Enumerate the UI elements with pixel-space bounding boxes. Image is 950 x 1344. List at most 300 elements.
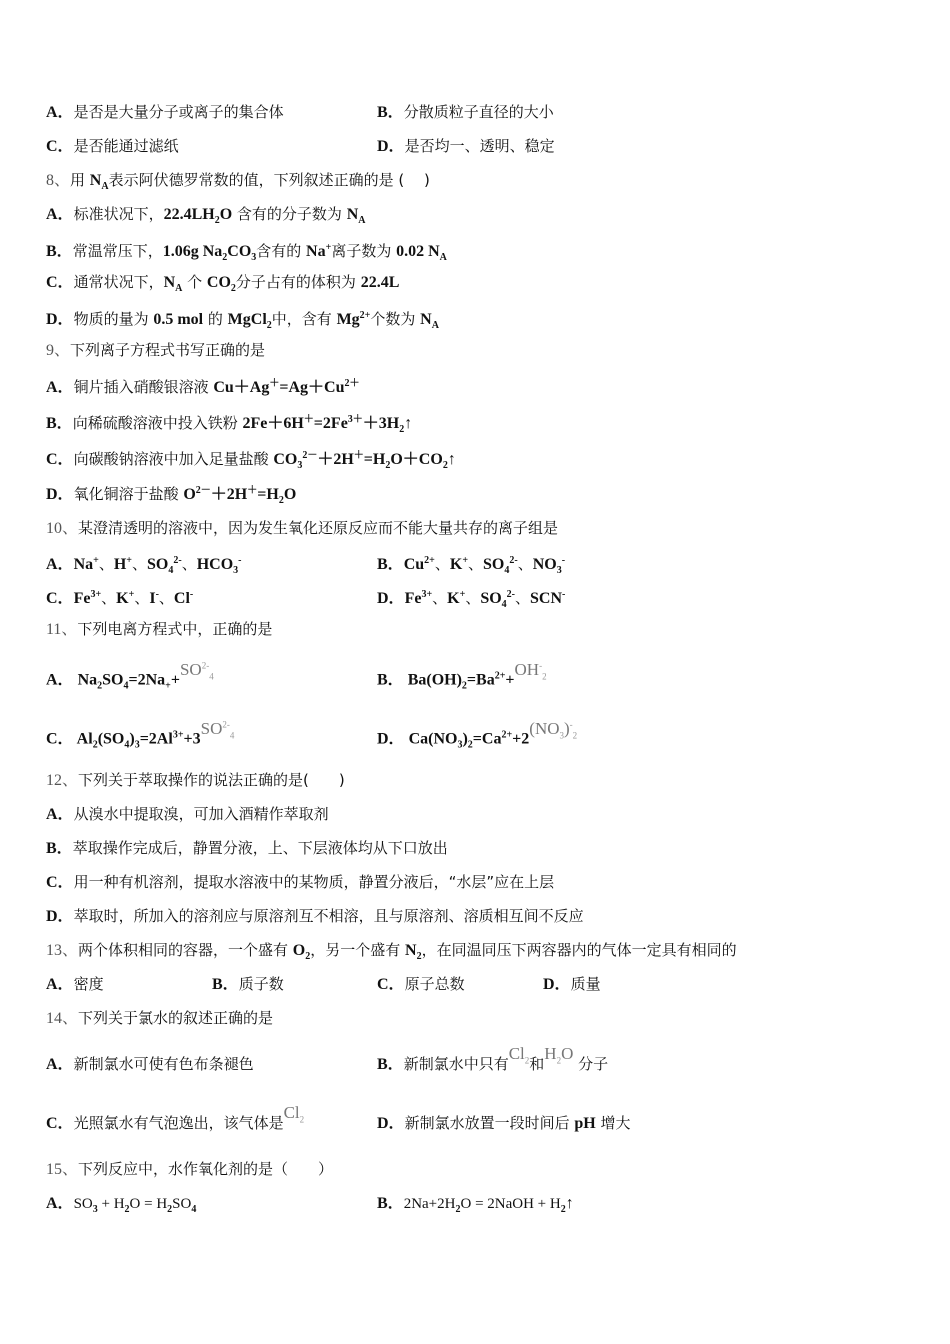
text-segment: A． — [46, 1195, 74, 1212]
question-text — [46, 1006, 273, 1031]
text-line — [0, 372, 950, 396]
text-segment: 某澄清透明的溶液中，因为发生氧化还原反应而不能大量共存的离子组是 — [78, 519, 559, 537]
question-text — [46, 444, 456, 478]
formula-image — [179, 659, 214, 682]
text-segment: 11、 — [46, 621, 78, 638]
text-segment: Fe — [404, 590, 422, 607]
answer-option — [46, 1191, 196, 1222]
answer-option — [46, 718, 235, 758]
text-segment: 2 — [416, 951, 422, 962]
text-segment: 2 — [524, 1055, 530, 1066]
text-segment: C． — [46, 274, 74, 291]
formula-image — [283, 1103, 305, 1125]
text-segment: 8、 — [46, 172, 71, 189]
text-segment: O — [183, 486, 196, 503]
text-segment: 个数为 — [370, 310, 421, 328]
text-line — [0, 1103, 950, 1135]
text-segment: 质量 — [570, 975, 601, 993]
question-text — [46, 904, 584, 929]
text-line — [0, 270, 950, 294]
text-segment: 中，含有 — [271, 310, 337, 328]
text-segment: 0.02 N — [396, 243, 440, 260]
answer-option — [377, 583, 565, 617]
answer-option — [46, 134, 179, 159]
text-segment: 22.4L — [360, 274, 400, 291]
text-segment: ，在同温同压下两容器内的气体一定具有相同的 — [421, 941, 737, 959]
text-segment: 2- — [509, 555, 518, 566]
text-line — [0, 659, 950, 692]
text-segment: Na — [73, 556, 94, 573]
text-segment: N — [89, 172, 102, 189]
text-segment: + — [459, 589, 466, 600]
text-segment: 2 — [266, 320, 272, 331]
text-segment: 3 — [251, 252, 257, 263]
text-segment: C． — [46, 451, 74, 468]
text-segment: C． — [46, 730, 74, 748]
answer-option — [46, 583, 193, 611]
question-text — [46, 408, 412, 442]
text-segment: 14、 — [46, 1010, 79, 1027]
text-segment: 2 — [385, 460, 391, 471]
answer-option — [377, 972, 465, 997]
text-segment: 12、 — [46, 772, 79, 789]
text-segment: 物质的量为 — [73, 310, 154, 328]
text-segment: Ca(NO — [404, 730, 458, 748]
text-segment: SO — [480, 590, 502, 607]
text-segment: + — [505, 671, 515, 689]
text-segment: ＋ — [353, 450, 364, 461]
text-segment: 3+ — [172, 729, 184, 741]
text-segment: - — [562, 589, 566, 600]
text-segment: Cu＋Ag — [213, 379, 270, 396]
text-segment: 2+ — [501, 729, 513, 741]
text-segment: Mg — [336, 311, 360, 328]
formula-image — [544, 1044, 574, 1066]
text-segment: B． — [46, 840, 73, 857]
text-segment: 下列离子方程式书写正确的是 — [70, 341, 266, 359]
text-segment: 个 — [182, 273, 207, 291]
text-segment: - — [539, 660, 543, 670]
text-line — [0, 338, 950, 362]
text-segment: A — [431, 320, 439, 331]
text-segment: A． — [46, 104, 74, 121]
text-segment: SO — [147, 556, 169, 573]
text-segment: CO — [227, 243, 252, 260]
text-segment: 2+ — [424, 555, 435, 566]
text-segment: B． — [377, 1195, 404, 1212]
text-segment: 4 — [123, 680, 129, 692]
text-segment: 用一种有机溶剂，提取水溶液中的某物质，静置分液后，“水层”应在上层 — [73, 873, 555, 891]
text-segment: 铜片插入硝酸银溶液 — [73, 378, 214, 396]
text-segment: K — [116, 590, 129, 607]
text-segment: B． — [377, 104, 404, 121]
text-segment: A． — [46, 671, 74, 689]
text-segment: O — [561, 1044, 574, 1063]
text-segment: 通常状况下， — [73, 273, 164, 291]
text-segment: 标准状况下， — [73, 205, 164, 223]
text-segment: 2 — [230, 283, 236, 294]
text-line — [0, 516, 950, 540]
text-segment: 2 — [399, 424, 405, 435]
text-line — [0, 1006, 950, 1030]
text-segment: =H — [363, 451, 386, 468]
text-segment: pH — [574, 1115, 596, 1132]
text-segment: 9、 — [46, 342, 71, 359]
text-segment: =2Al — [139, 730, 173, 748]
text-segment: 2 — [97, 680, 103, 692]
text-segment: 2 — [467, 739, 473, 751]
text-segment: 、 — [158, 589, 174, 607]
text-segment: 光照氯水有气泡逸出，该气体是 — [73, 1114, 284, 1132]
text-segment: 增大 — [595, 1114, 631, 1132]
text-segment: 分子 — [573, 1055, 609, 1073]
text-segment: N — [420, 311, 432, 328]
text-segment: O＋CO — [390, 451, 443, 468]
text-line — [0, 1191, 950, 1215]
text-segment: D． — [377, 590, 405, 607]
question-text — [46, 304, 439, 338]
text-segment: 下列关于氯水的叙述正确的是 — [78, 1009, 274, 1027]
text-segment: A — [358, 215, 366, 226]
text-segment: 新制氯水可使有色布条褪色 — [73, 1055, 254, 1073]
answer-option — [212, 972, 284, 997]
answer-option — [377, 718, 578, 758]
text-segment: ＋2H — [210, 486, 248, 503]
text-segment: O = 2NaOH + H — [460, 1196, 561, 1212]
text-segment: =Ba — [466, 671, 495, 689]
text-segment: C． — [46, 874, 74, 891]
text-segment: 、 — [98, 555, 114, 573]
text-segment: 3+ — [90, 589, 102, 600]
text-segment: 2 — [556, 1055, 562, 1066]
text-segment: 2 — [542, 671, 547, 682]
answer-option — [46, 659, 214, 699]
text-segment: A — [101, 181, 109, 192]
text-segment: 4 — [124, 739, 130, 751]
text-segment: (NO — [529, 718, 560, 738]
text-segment: A． — [46, 206, 74, 223]
text-segment: + — [128, 589, 135, 600]
text-segment: - — [561, 555, 566, 566]
text-segment: + — [93, 555, 99, 566]
text-segment: 2- — [173, 555, 182, 566]
text-segment: 2 — [461, 680, 467, 692]
text-segment: OH — [514, 659, 540, 679]
text-segment: 是否是大量分子或离子的集合体 — [73, 103, 284, 121]
text-segment: 2＋ — [344, 378, 360, 389]
text-segment: =2Na — [128, 671, 166, 689]
text-segment: SCN — [530, 590, 563, 607]
question-text — [46, 802, 329, 827]
text-segment: 2Na+2H — [403, 1196, 456, 1212]
text-line — [0, 168, 950, 192]
text-line — [0, 870, 950, 894]
text-segment: ＋ — [303, 414, 314, 425]
text-segment: + — [462, 555, 469, 566]
formula-image — [200, 718, 235, 741]
text-segment: 表示阿伏德罗常数的值，下列叙述正确的是 ( ) — [108, 171, 430, 189]
text-line — [0, 1044, 950, 1076]
text-segment: 新制氯水中只有 — [403, 1055, 509, 1073]
text-segment: 2- — [201, 660, 210, 670]
answer-option — [46, 1052, 254, 1077]
answer-option — [46, 1103, 305, 1141]
text-segment: 2- — [222, 719, 230, 729]
formula-image — [514, 659, 547, 682]
answer-option — [377, 1111, 630, 1136]
text-segment: 3 — [297, 460, 303, 471]
question-text — [46, 479, 296, 513]
text-segment: =Ca — [472, 730, 502, 748]
text-segment: A． — [46, 976, 74, 993]
answer-option — [46, 972, 104, 997]
text-segment: 2- — [506, 589, 516, 600]
text-segment: MgCl — [227, 311, 267, 328]
text-segment: A． — [46, 806, 74, 823]
text-segment: ＋3H — [362, 415, 400, 432]
text-segment: 2 — [442, 460, 448, 471]
text-segment: 2Fe＋6H — [242, 415, 304, 432]
text-segment: 2 — [222, 252, 228, 263]
text-segment: C． — [46, 138, 74, 155]
text-segment: Cl — [173, 590, 190, 607]
text-segment: 22.4LH — [163, 206, 215, 223]
text-segment: O — [219, 206, 233, 223]
text-segment: HCO — [196, 556, 234, 573]
text-segment: B． — [377, 556, 404, 573]
text-segment: K — [449, 556, 463, 573]
text-segment: 、 — [181, 555, 197, 573]
text-segment: + H — [97, 1196, 125, 1212]
answer-option — [377, 134, 555, 159]
text-segment: 4 — [501, 599, 507, 610]
text-segment: 两个体积相同的容器，一个盛有 — [78, 941, 293, 959]
question-text — [46, 768, 345, 793]
answer-option — [377, 1191, 574, 1222]
question-text — [46, 938, 737, 969]
text-segment: 2 — [278, 495, 284, 506]
text-segment: SO — [200, 718, 223, 738]
text-segment: K — [447, 590, 460, 607]
text-segment: A． — [46, 1056, 74, 1073]
answer-option — [46, 549, 242, 583]
text-segment: O — [283, 486, 297, 503]
text-segment: N — [405, 942, 417, 959]
text-segment: SO — [179, 659, 202, 679]
text-segment: D． — [46, 486, 74, 503]
text-segment: - — [189, 589, 194, 600]
text-segment: 是否能通过滤纸 — [73, 137, 179, 155]
question-text — [46, 516, 558, 541]
text-segment: 萃取时，所加入的溶剂应与原溶剂互不相溶，且与原溶剂、溶质相互间不反应 — [73, 907, 584, 925]
question-text — [46, 236, 447, 270]
text-segment: 2－ — [302, 450, 318, 461]
text-line — [0, 836, 950, 860]
text-segment: 和 — [529, 1055, 545, 1073]
text-segment: 、 — [432, 589, 448, 607]
text-segment: + — [170, 671, 180, 689]
text-segment: 3 — [233, 565, 239, 576]
text-segment: 下列关于萃取操作的说法正确的是( ) — [78, 771, 345, 789]
text-segment: H — [113, 556, 127, 573]
text-segment: - — [155, 589, 159, 600]
text-segment: D． — [377, 730, 405, 748]
text-segment: 4 — [191, 1204, 197, 1215]
text-segment: 原子总数 — [404, 975, 465, 993]
text-segment: +2 — [512, 730, 530, 748]
text-segment: 3 — [92, 1204, 98, 1215]
text-segment: ，另一个盛有 — [310, 941, 406, 959]
text-segment: ) — [564, 718, 570, 738]
text-segment: 、 — [134, 589, 150, 607]
text-segment: 2+ — [494, 670, 506, 682]
question-text — [46, 372, 360, 400]
text-segment: 用 — [70, 171, 90, 189]
text-segment: B． — [377, 1056, 404, 1073]
text-segment: 是否均一、透明、稳定 — [404, 137, 555, 155]
question-text — [46, 1157, 333, 1182]
text-segment: ↑ — [565, 1195, 574, 1212]
text-segment: Fe — [73, 590, 91, 607]
text-segment: O — [292, 942, 306, 959]
text-segment: A — [439, 252, 447, 263]
text-segment: =H — [257, 486, 279, 503]
text-segment: ) — [129, 730, 135, 748]
text-segment: B． — [212, 976, 239, 993]
text-segment: 0.5 mol — [153, 311, 204, 328]
text-segment: C． — [377, 976, 405, 993]
formula-image — [529, 718, 578, 741]
text-segment: Cu — [403, 556, 425, 573]
text-line — [0, 549, 950, 576]
text-segment: ＋ — [247, 485, 258, 496]
text-segment: SO — [102, 671, 124, 689]
text-segment: H — [544, 1044, 557, 1063]
text-segment: D． — [46, 311, 74, 328]
text-segment: 、 — [515, 589, 531, 607]
text-segment: 15、 — [46, 1161, 79, 1178]
answer-option — [543, 972, 601, 997]
text-segment: 下列反应中，水作氧化剂的是（ ） — [78, 1160, 334, 1178]
text-segment: 、 — [517, 555, 533, 573]
text-segment: A． — [46, 556, 74, 573]
text-segment: 2 — [305, 951, 311, 962]
text-segment: 、 — [101, 589, 117, 607]
question-text — [46, 168, 430, 199]
text-segment: SO — [73, 1196, 93, 1212]
text-segment: ＋ — [269, 378, 280, 389]
text-segment: CO — [273, 451, 298, 468]
text-segment: - — [569, 719, 573, 729]
text-segment: 分散质粒子直径的大小 — [403, 103, 554, 121]
text-segment: 13、 — [46, 942, 79, 959]
question-text — [46, 617, 272, 642]
text-segment: =Ag＋Cu — [279, 379, 345, 396]
text-line — [0, 202, 950, 226]
text-segment: D． — [543, 976, 571, 993]
text-segment: B． — [377, 671, 404, 689]
text-segment: B． — [46, 243, 73, 260]
text-segment: 1.06g Na — [162, 243, 223, 260]
text-line — [0, 583, 950, 610]
text-segment: 氧化铜溶于盐酸 — [73, 485, 184, 503]
text-segment: 4 — [504, 565, 510, 576]
text-segment: 、 — [132, 555, 148, 573]
text-segment: (SO — [97, 730, 125, 748]
text-segment: 的 — [203, 310, 228, 328]
text-segment: =2Fe — [313, 415, 348, 432]
text-segment: 2 — [124, 1204, 130, 1215]
text-segment: 、 — [465, 589, 481, 607]
text-segment: 密度 — [73, 975, 104, 993]
text-segment: 分子占有的体积为 — [235, 273, 361, 291]
text-segment: 4 — [168, 565, 174, 576]
text-segment: 3 — [556, 565, 562, 576]
text-segment: 新制氯水放置一段时间后 — [404, 1114, 575, 1132]
text-segment: Cl — [283, 1103, 300, 1122]
text-line — [0, 236, 950, 263]
text-line — [0, 802, 950, 826]
question-text — [46, 270, 399, 301]
text-segment: ) — [462, 730, 468, 748]
text-segment: 离子数为 — [331, 242, 397, 260]
text-line — [0, 304, 950, 331]
text-line — [0, 938, 950, 962]
text-segment: 10、 — [46, 520, 79, 537]
text-segment: Na — [73, 671, 98, 689]
text-line — [0, 444, 950, 471]
answer-option — [377, 549, 565, 583]
text-segment: ＋2H — [317, 451, 354, 468]
text-segment: NO — [532, 556, 557, 573]
text-segment: N — [346, 206, 359, 223]
question-text — [46, 836, 448, 861]
question-text — [46, 338, 265, 363]
text-line — [0, 718, 950, 751]
text-segment: 含有的 — [256, 242, 307, 260]
text-segment: 2 — [572, 730, 578, 741]
answer-option — [377, 1044, 609, 1082]
text-segment: + — [325, 242, 332, 253]
text-segment: 2 — [214, 215, 220, 226]
text-segment: O = H — [129, 1196, 168, 1212]
text-segment: 2 — [299, 1114, 305, 1125]
text-segment: 2 — [560, 1204, 566, 1215]
text-line — [0, 100, 950, 124]
text-segment: Ba(OH) — [403, 671, 462, 689]
answer-option — [46, 100, 284, 125]
text-segment: A — [175, 283, 183, 294]
text-segment: 萃取操作完成后，静置分液，上、下层液体均从下口放出 — [72, 839, 448, 857]
text-segment: 从溴水中提取溴，可加入酒精作萃取剂 — [73, 805, 329, 823]
text-segment: N — [163, 274, 176, 291]
text-segment: 下列电离方程式中，正确的是 — [77, 620, 273, 638]
text-segment: ↑ — [447, 451, 456, 468]
text-segment: D． — [46, 908, 74, 925]
text-segment: + — [126, 555, 132, 566]
answer-option — [377, 659, 547, 699]
text-segment: 质子数 — [238, 975, 284, 993]
text-segment: D． — [377, 1115, 405, 1132]
text-segment: ↑ — [404, 415, 413, 432]
text-segment: A． — [46, 379, 74, 396]
text-segment: 2 — [455, 1204, 461, 1215]
text-segment: C． — [46, 590, 74, 607]
text-line — [0, 1157, 950, 1181]
text-segment: 4 — [229, 730, 235, 741]
formula-image — [508, 1044, 530, 1066]
text-segment: Na — [306, 243, 326, 260]
